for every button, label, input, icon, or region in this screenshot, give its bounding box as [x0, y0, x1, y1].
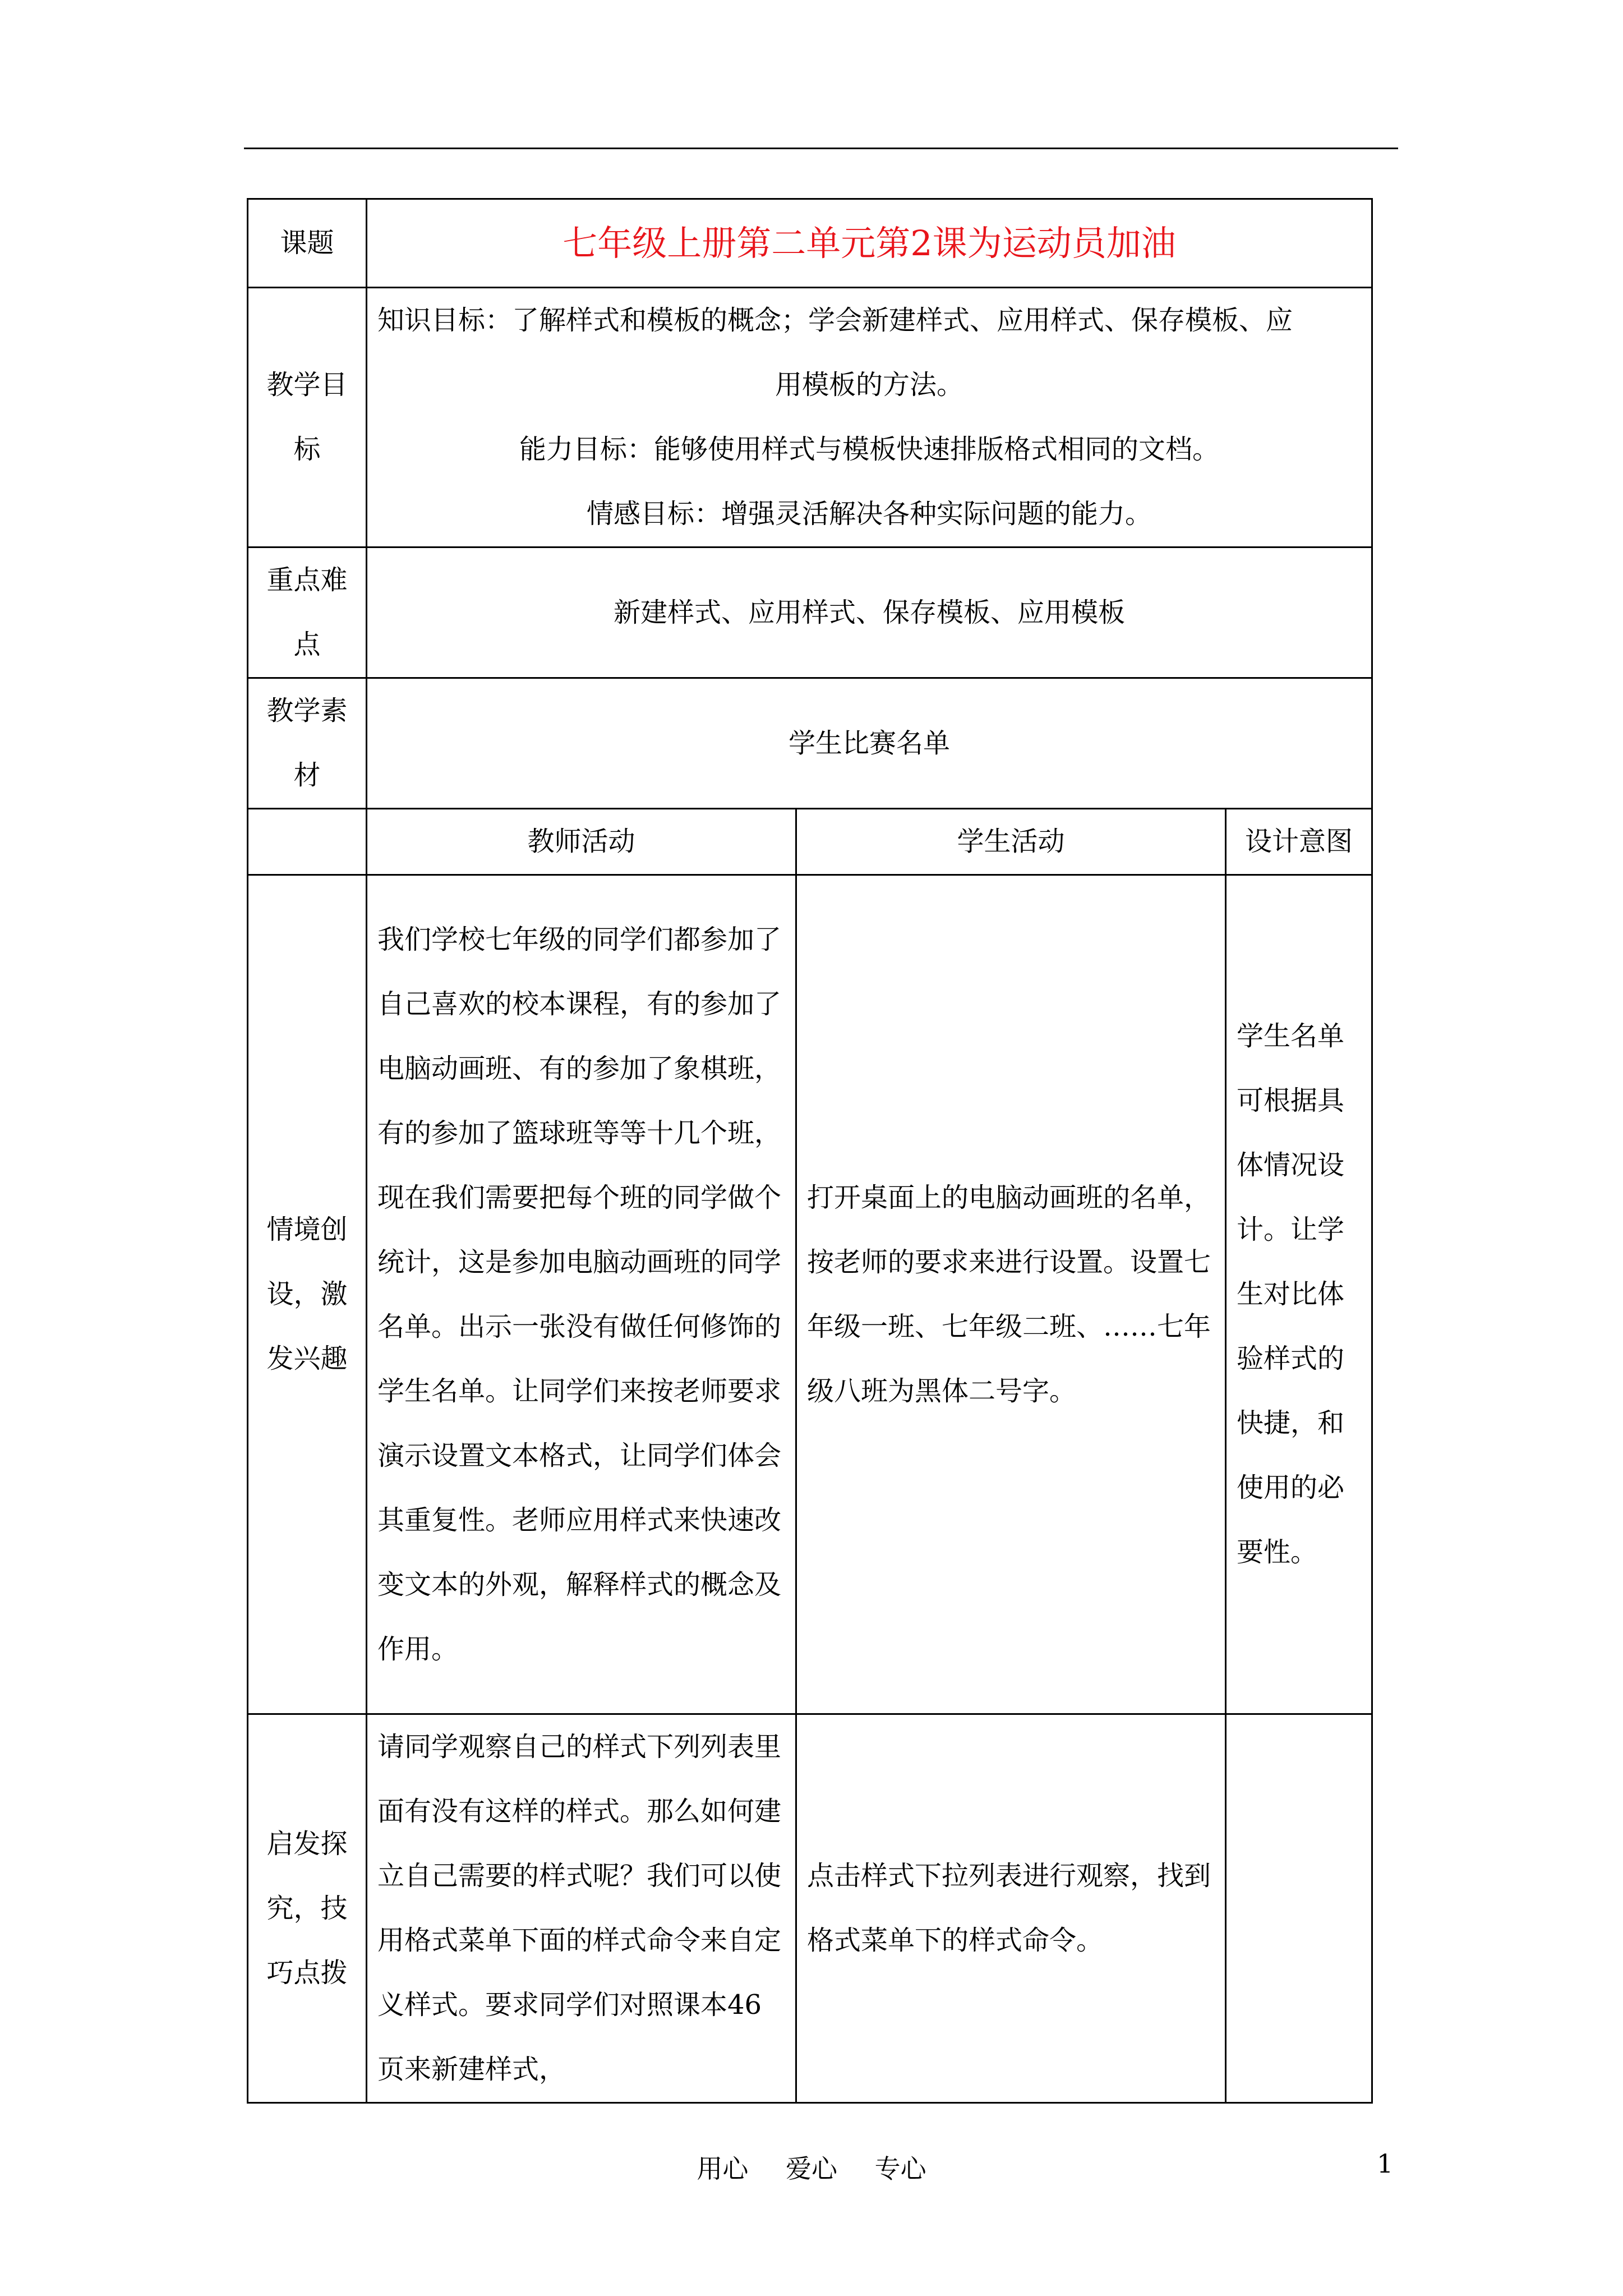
- teacher-activity-text: 请同学观察自己的样式下列列表里面有没有这样的样式。那么如何建立自己需要的样式呢？我们可以使用格式菜单下面的样式命令来自定义样式。要求同学们对照课本46页来新建样式，: [377, 1731, 782, 2085]
- goal-emotion: 情感目标：增强灵活解决各种实际问题的能力。: [586, 498, 1152, 530]
- header-empty: [248, 809, 367, 875]
- goal-knowledge-cont: 用模板的方法。: [774, 369, 963, 401]
- key-points: 新建样式、应用样式、保存模板、应用模板: [367, 547, 1372, 678]
- goal-knowledge: 知识目标：了解样式和模板的概念；学会新建样式、应用样式、保存模板、应: [377, 305, 1293, 336]
- goal-ability: 能力目标：能够使用样式与模板快速排版格式相同的文档。: [519, 434, 1219, 465]
- student-activity-text: 点击样式下拉列表进行观察，找到格式菜单下的样式命令。: [807, 1860, 1211, 1956]
- motto-item: 爱心: [786, 2154, 837, 2184]
- teacher-activity: [367, 875, 796, 1714]
- teacher-activity: [367, 1714, 796, 2103]
- stage-label: 情境创设，激发兴趣: [248, 875, 367, 1714]
- teacher-activity-text: 我们学校七年级的同学们都参加了自己喜欢的校本课程，有的参加了电脑动画班、有的参加了象棋班，有的参加了篮球班等等十几个班，现在我们需要把每个班的同学做个统计，这是参加电脑动画班的同学名单。出示一张没有做任何修饰的学生名单。让同学们来按老师要求演示设置文本格式，让同学们体会其重复性。老师应用样式来快速改变文本的外观，解释样式的概念及作用。: [377, 923, 782, 1665]
- material: 学生比赛名单: [367, 678, 1372, 809]
- lesson-plan-table: [247, 198, 1373, 2104]
- key-label: 重点难点: [248, 547, 367, 678]
- col-intent-header: 设计意图: [1226, 809, 1372, 875]
- student-activity: [796, 875, 1226, 1714]
- student-activity-text: 打开桌面上的电脑动画班的名单，按老师的要求来进行设置。设置七年级一班、七年级二班、……七年级八班为黑体二号字。: [807, 1181, 1211, 1407]
- header-rule: [244, 148, 1398, 149]
- design-intent: [1226, 1714, 1372, 2103]
- col-student-header: 学生活动: [796, 809, 1226, 875]
- lesson-title: 七年级上册第二单元第2课为运动员加油: [367, 199, 1372, 288]
- design-intent: [1226, 875, 1372, 1714]
- material-label: 教学素材: [248, 678, 367, 809]
- motto-item: 用心: [697, 2154, 749, 2184]
- title-label: 课题: [248, 199, 367, 288]
- design-intent-text: 学生名单可根据具体情况设计。让学生对比体验样式的快捷，和使用的必要性。: [1237, 1020, 1345, 1568]
- motto-item: 专心: [874, 2154, 926, 2184]
- stage-label: 启发探究，技巧点拨: [248, 1714, 367, 2103]
- page-number: 1: [1377, 2148, 1394, 2179]
- col-teacher-header: 教师活动: [367, 809, 796, 875]
- goals-cell: [367, 288, 1372, 547]
- goals-label: 教学目标: [248, 288, 367, 547]
- student-activity: [796, 1714, 1226, 2103]
